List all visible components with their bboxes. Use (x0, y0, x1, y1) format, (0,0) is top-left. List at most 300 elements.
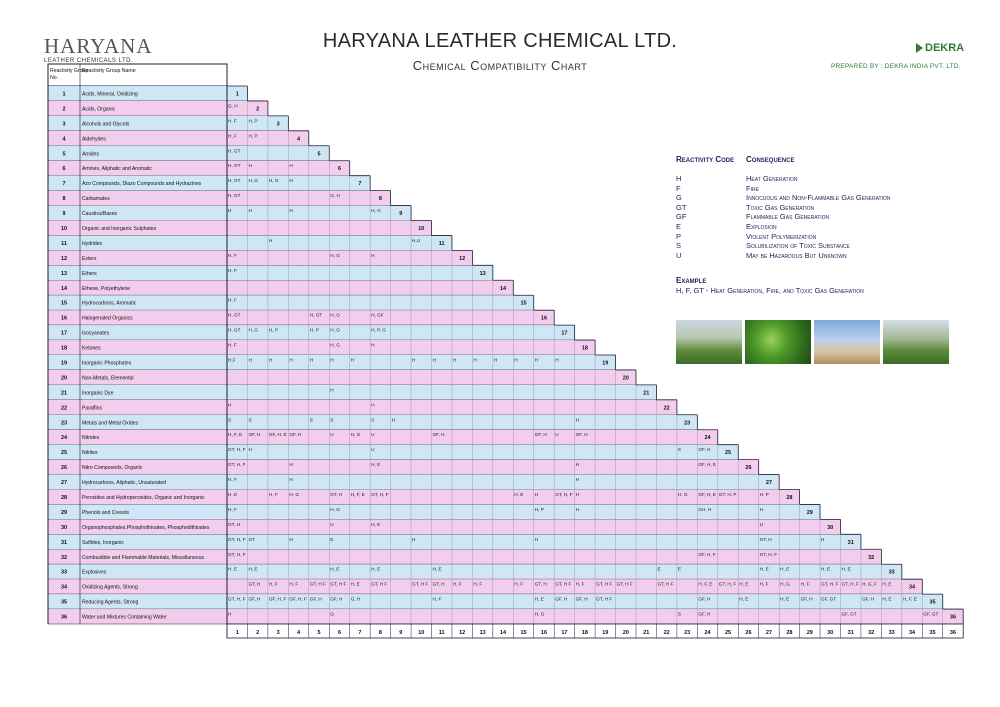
column-number: 15 (520, 630, 527, 636)
cell-code: GT, H (228, 521, 240, 527)
cell-code: H, G (248, 327, 259, 333)
cell-code: H, GT (228, 312, 241, 318)
cell-code: H (289, 208, 293, 214)
diagonal-number: 28 (786, 494, 793, 501)
legend-header-consequence: Consequence (746, 155, 795, 164)
cell-code: H (534, 492, 539, 497)
cell-code: S (309, 417, 313, 423)
row-group-name: Acids, Mineral, Oxidizing (82, 91, 138, 98)
cell-code: H (289, 536, 293, 542)
photo-building (676, 320, 742, 364)
row-number: 2 (62, 106, 66, 113)
row-group-name: Acids, Organic (82, 106, 116, 113)
table-row (48, 250, 472, 265)
cell-code: GF, H (555, 596, 568, 602)
diagonal-number: 13 (479, 270, 486, 277)
cell-code: H, G (780, 581, 790, 587)
cell-code: U (330, 432, 334, 438)
column-number: 16 (540, 630, 548, 636)
prepared-by: PREPARED BY : DEKRA INDIA PVT. LTD. (831, 63, 961, 70)
column-number: 17 (561, 630, 568, 636)
cell-code: GF, H (309, 596, 322, 602)
column-number: 31 (847, 630, 854, 636)
cell-code: GT, H, F (228, 551, 246, 557)
photo-leaves (745, 320, 811, 364)
legend-consequence: Solubilization of Toxic Substance (746, 241, 850, 251)
row-group-name: Hydrocarbons, Aromatic (82, 300, 137, 307)
row-number: 1 (62, 91, 66, 98)
cell-code: H (473, 357, 477, 363)
diagonal-number: 9 (399, 211, 403, 218)
header-group-name: Reactivity Group Name (82, 68, 136, 74)
cell-code: GT, H F (330, 581, 347, 587)
column-number: 22 (663, 630, 670, 636)
row-group-name: Nitro Compounds, Organic (82, 465, 143, 472)
cell-code: GF, H, F (698, 551, 716, 557)
cell-code: H, P, G (371, 327, 386, 333)
cell-code: H (371, 342, 375, 348)
cell-code: H, GT (228, 193, 241, 199)
cell-code: H (412, 536, 416, 542)
diagonal-number: 19 (602, 360, 609, 367)
cell-code: H, F, E (350, 492, 365, 497)
column-number: 35 (929, 630, 936, 636)
row-group-name: Azo Compounds, Diazo Compounds and Hydrazines (82, 181, 202, 188)
row-number: 36 (60, 614, 68, 621)
dekra-logo-text: DEKRA (925, 42, 965, 54)
row-number: 10 (60, 225, 68, 232)
row-number: 25 (60, 450, 68, 457)
cell-code: GT, H F (412, 581, 429, 587)
diagonal-number: 1 (235, 91, 239, 98)
row-group-name: Esters (82, 255, 97, 262)
legend-code: U (676, 250, 682, 260)
row-group-name: Caustics/Bases (82, 211, 118, 218)
cell-code: GF, H (861, 596, 874, 602)
column-number: 24 (704, 630, 711, 636)
cell-code: GF, H (248, 596, 261, 602)
cell-code: H, P (534, 506, 544, 512)
row-number: 27 (60, 480, 68, 487)
row-number: 20 (60, 375, 68, 382)
cell-code: H, P (309, 327, 319, 333)
row-group-name: Hydrides (82, 240, 103, 247)
legend-code: G (676, 193, 682, 203)
row-number: 35 (60, 599, 68, 606)
row-number: 29 (60, 509, 68, 516)
cell-code: H (412, 357, 416, 363)
cell-code: GF, H, E (268, 432, 287, 438)
table-row (48, 370, 636, 385)
legend-header-code: Reactivity Code (676, 155, 735, 164)
row-number: 14 (60, 285, 68, 292)
cell-code: GT, H, F (841, 581, 859, 587)
cell-code: GT, H, F (228, 462, 246, 468)
column-number: 4 (297, 630, 301, 636)
cell-code: H, F (289, 581, 299, 587)
cell-code: H (248, 208, 252, 214)
cell-code: H (309, 357, 314, 363)
cell-code: H, E (228, 566, 238, 572)
cell-code: GF, H (534, 432, 547, 438)
diagonal-number: 16 (540, 315, 548, 322)
diagonal-number: 6 (337, 166, 342, 173)
row-number: 23 (60, 420, 68, 427)
cell-code: GT, H F (371, 581, 388, 587)
cell-code: H, F (228, 342, 237, 348)
row-group-name: Ethers (82, 270, 97, 277)
cell-code: H (759, 506, 764, 512)
cell-code: GF, H, F (289, 596, 307, 602)
row-number: 3 (62, 121, 66, 128)
row-number: 11 (61, 240, 67, 247)
column-number: 14 (500, 630, 507, 636)
diagonal-number: 15 (520, 300, 527, 307)
cell-code: H (248, 357, 252, 363)
legend-code: H (676, 174, 682, 183)
diagonal-number: 18 (581, 345, 588, 352)
diagonal-number: 11 (438, 240, 445, 247)
cell-code: H (289, 178, 293, 184)
cell-code: U (330, 521, 334, 527)
row-number: 24 (60, 435, 68, 442)
cell-code: S (330, 417, 334, 423)
row-number: 32 (60, 554, 68, 561)
cell-code: G, H (228, 103, 238, 109)
column-number: 26 (745, 630, 752, 636)
row-group-name: Explosives (82, 569, 107, 576)
cell-code: GT, H (330, 492, 343, 497)
table-row (48, 534, 861, 549)
cell-code: H, F (228, 477, 237, 483)
cell-code: GT, H F (616, 581, 633, 587)
cell-code: H, G (371, 208, 381, 214)
cell-code: H (248, 447, 252, 453)
cell-code: H, E (371, 521, 381, 527)
cell-code: H (514, 357, 518, 363)
cell-code: H, G (268, 178, 279, 184)
column-number: 12 (459, 630, 466, 636)
cell-code: U (371, 447, 375, 453)
cell-code: H, F (432, 596, 442, 602)
cell-code: H (555, 357, 559, 363)
row-number: 34 (60, 584, 68, 591)
row-number: 8 (62, 196, 66, 203)
column-number: 36 (949, 630, 957, 636)
cell-code: GF, GT (821, 596, 837, 602)
diagonal-number: 34 (909, 584, 916, 591)
cell-code: H, G (330, 252, 340, 258)
row-group-name: Combustible and Flammable Materials, Miscellaneous (82, 554, 205, 561)
cell-code: H (391, 417, 395, 423)
legend-code: GT (676, 202, 687, 212)
column-number: 3 (276, 630, 280, 636)
diagonal-number: 21 (643, 390, 650, 397)
diagonal-number: 12 (459, 255, 466, 262)
cell-code: GT, H, F (821, 581, 839, 587)
cell-code: GT, H (432, 581, 445, 587)
diagonal-number: 4 (297, 136, 301, 143)
row-group-name: Reducing Agents, Strong (82, 599, 139, 606)
row-number: 15 (60, 300, 68, 307)
cell-code: GT, H F (596, 596, 613, 602)
diagonal-number: 17 (561, 330, 568, 337)
cell-code: GT, H, P (718, 492, 737, 497)
row-group-name: Metals and Metal Oxides (82, 420, 139, 427)
cell-code: E (677, 566, 682, 572)
cell-code: S (677, 611, 682, 617)
row-group-name: Inorganic Phosphates (82, 360, 132, 367)
column-number: 33 (888, 630, 895, 636)
row-group-name: Isocyanates (82, 330, 110, 337)
diagonal-number: 30 (827, 524, 834, 531)
row-number: 28 (60, 494, 68, 501)
cell-code: GF, H, E (698, 492, 717, 497)
legend-code: E (676, 222, 682, 231)
cell-code: H, G (330, 312, 340, 318)
photo-landscape (814, 320, 880, 364)
cell-code: GT, H, F (228, 447, 246, 453)
row-number: 26 (60, 465, 68, 472)
page-subtitle: Chemical Compatibility Chart (412, 58, 588, 73)
cell-code: H (228, 208, 232, 214)
row-group-name: Carbamates (82, 196, 110, 203)
table-row (48, 564, 902, 579)
cell-code: H (268, 357, 273, 363)
row-group-name: Organophosphates,Phosphothioates, Phosphodithioates (82, 524, 210, 531)
cell-code: U (759, 521, 764, 527)
cell-code: S (677, 447, 682, 453)
logo-main-text: HARYANA (44, 34, 153, 58)
cell-code: GT, H, F (718, 581, 737, 587)
row-group-name: Nitriles (82, 450, 98, 457)
row-number: 9 (62, 211, 66, 218)
row-number: 6 (62, 166, 66, 173)
column-number: 27 (765, 630, 772, 636)
cell-code: H, G (350, 432, 361, 438)
cell-code: GF, H (248, 432, 261, 438)
cell-code: GT, H F (596, 581, 613, 587)
cell-code: H (371, 402, 375, 408)
row-number: 21 (60, 390, 68, 397)
legend-code: S (676, 241, 682, 251)
cell-code: H, F, E (902, 596, 917, 602)
cell-code: H, F, E (228, 432, 243, 438)
cell-code: H, E (759, 566, 769, 572)
table-row (48, 385, 656, 400)
cell-code: H, E (841, 566, 851, 572)
cell-code: H (289, 163, 293, 169)
row-group-name: Ethene, Polyethylene (82, 285, 131, 292)
cell-code: GF, H (800, 596, 813, 602)
cell-code: H (228, 611, 232, 617)
row-number: 13 (60, 270, 68, 277)
cell-code: GH, H (698, 506, 712, 512)
row-number: 16 (60, 315, 68, 322)
cell-code: GF, H (575, 596, 588, 602)
column-number: 32 (868, 630, 875, 636)
column-number: 13 (479, 630, 486, 636)
cell-code: H,U (412, 237, 421, 243)
legend-consequence: Toxic Gas Generation (746, 202, 815, 212)
cell-code: U (371, 432, 375, 438)
row-group-name: Hydrocarbons, Aliphatic, Unsaturated (82, 480, 167, 487)
cell-code: GT, H (759, 536, 772, 542)
diagonal-number: 2 (256, 106, 260, 113)
legend-consequence: Explosion (746, 222, 777, 231)
column-number: 20 (622, 630, 629, 636)
cell-code: GT, H F (309, 581, 326, 587)
column-number: 5 (317, 630, 321, 636)
cell-code: GF, H (330, 596, 343, 602)
cell-code: H, G (330, 342, 340, 348)
diagonal-number: 25 (724, 450, 732, 457)
diagonal-number: 23 (684, 420, 691, 427)
cell-code: H, P (268, 327, 279, 333)
cell-code: GT, H, F (228, 596, 246, 602)
cell-code: H, GT (228, 148, 241, 154)
column-number: 34 (909, 630, 916, 636)
table-row (48, 86, 247, 101)
cell-code: GT, H (534, 581, 547, 587)
legend-consequence: May be Hazardous But Unknown (746, 250, 847, 260)
cell-code: H, G (330, 327, 340, 333)
diagonal-number: 3 (276, 121, 280, 128)
cell-code: G, H (350, 596, 361, 602)
example-header: Example (676, 276, 707, 285)
column-number: 6 (337, 630, 342, 636)
row-group-name: Paraffins (82, 405, 103, 412)
cell-code: H, GT (228, 163, 241, 169)
diagonal-number: 29 (806, 509, 813, 516)
cell-code: GF, GT (923, 611, 939, 617)
table-row (48, 460, 759, 475)
cell-code: H (289, 462, 293, 468)
cell-code: H, E (330, 566, 340, 572)
cell-code: G (330, 611, 334, 617)
cell-code: H, P (759, 492, 769, 497)
cell-code: GF, H (432, 432, 445, 438)
table-row (48, 445, 738, 460)
diagonal-number: 7 (358, 181, 362, 188)
cell-code: H, E (371, 566, 381, 572)
row-group-name: Organic and Inorganic Sulphates (82, 225, 157, 232)
diagonal-number: 22 (663, 405, 670, 412)
row-number: 12 (60, 255, 68, 262)
cell-code: GF, H (698, 447, 711, 453)
legend-consequence: Heat Generation (746, 174, 798, 183)
cell-code: GF, H (289, 432, 302, 438)
row-number: 30 (60, 524, 68, 531)
cell-code: H, E (248, 566, 258, 572)
diagonal-number: 36 (949, 614, 957, 621)
cell-code: H, F (800, 581, 810, 587)
cell-code: GF, H (698, 596, 711, 602)
cell-code: H, G (248, 178, 259, 184)
cell-code: H (268, 237, 273, 243)
cell-code: H, P (248, 118, 258, 124)
row-group-name: Water and Mixtures Containing Water (82, 614, 167, 621)
cell-code: H, E (228, 492, 238, 497)
row-number: 17 (60, 330, 68, 337)
cell-code: GT (248, 536, 255, 542)
header-group-no-2: No. (50, 75, 59, 81)
row-number: 19 (60, 360, 68, 367)
row-group-name: Non-Metals, Elemental (82, 375, 134, 382)
cell-code: H (248, 163, 252, 169)
row-group-name: Halogenated Organics (82, 315, 133, 322)
cell-code: H, E (821, 566, 831, 572)
column-number: 28 (786, 630, 793, 636)
cell-code: H (432, 357, 436, 363)
diagonal-number: 31 (847, 539, 854, 546)
diagonal-number: 27 (765, 480, 772, 487)
row-number: 4 (62, 136, 66, 143)
column-number: 1 (235, 630, 239, 636)
cell-code: GT, H, F (371, 492, 389, 497)
cell-code: H, F (759, 581, 769, 587)
cell-code: H (289, 477, 293, 483)
cell-code: GF, GT (841, 611, 857, 617)
cell-code: H (228, 402, 232, 408)
legend-consequence: Innocuous and Non-Flammable Gas Generation (746, 193, 891, 203)
cell-code: GT, H, F (555, 492, 573, 497)
cell-code: H, E (514, 492, 524, 497)
row-group-name: Inorganic Dye (82, 390, 114, 397)
cell-code: H, F (452, 581, 462, 587)
cell-code: H (289, 357, 293, 363)
legend-consequence: Violent Polymerization (746, 231, 817, 241)
cell-code: H (575, 506, 580, 512)
cell-code: H, E (739, 581, 749, 587)
legend-consequence: Fire (746, 183, 759, 193)
cell-code: H (330, 387, 334, 393)
diagonal-number: 10 (418, 225, 425, 232)
row-number: 31 (60, 539, 68, 546)
cell-code: H, F, E (698, 581, 713, 587)
table-row (48, 235, 452, 250)
diagonal-number: 32 (868, 554, 875, 561)
cell-code: H, GF (371, 312, 384, 318)
row-group-name: Amides (82, 151, 99, 158)
diagonal-number: 35 (929, 599, 936, 606)
cell-code: GF, H (575, 432, 588, 438)
cell-code: H, E (780, 596, 790, 602)
diagonal-number: 26 (745, 465, 752, 472)
header-group-no: Reactivity Group (50, 68, 89, 74)
cell-code: H, F (228, 118, 237, 124)
cell-code: H, F (575, 581, 585, 587)
cell-code: H, G (289, 492, 299, 497)
column-number: 19 (602, 630, 609, 636)
cell-code: H (575, 492, 580, 497)
cell-code: H, F (268, 581, 278, 587)
cell-code: H, F (473, 581, 483, 587)
row-number: 18 (60, 345, 68, 352)
cell-code: H, F (228, 267, 237, 273)
cell-code: H (350, 357, 355, 363)
page-title: HARYANA LEATHER CHEMICAL LTD. (322, 30, 678, 52)
cell-code: U (555, 432, 559, 438)
cell-code: GT, H, F (759, 551, 778, 557)
cell-code: H, E (882, 596, 892, 602)
column-number: 30 (827, 630, 834, 636)
row-group-name: Aldehydes (82, 136, 106, 143)
cell-code: H (534, 357, 539, 363)
photo-garden (883, 320, 949, 364)
legend-code: GF (676, 212, 687, 222)
cell-code: H, F (228, 506, 237, 512)
